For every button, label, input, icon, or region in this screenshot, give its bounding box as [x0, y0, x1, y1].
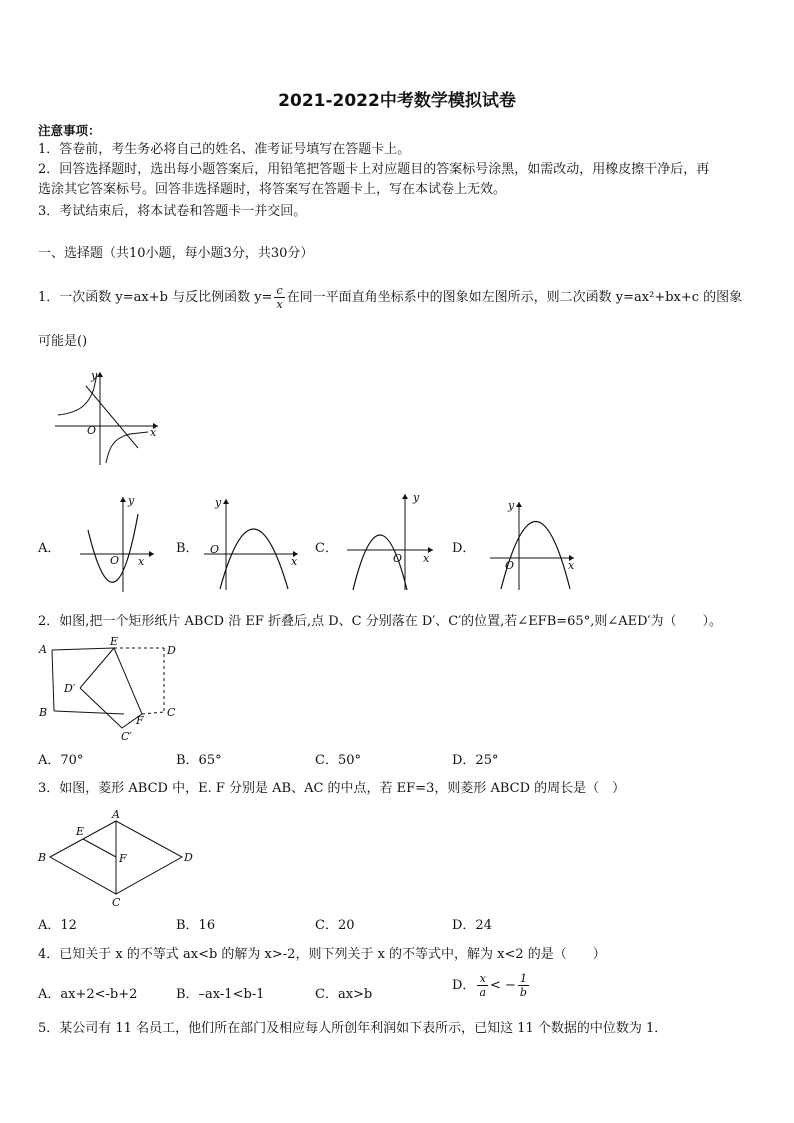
edge-ed-prime — [80, 648, 114, 688]
q1-frac-num: c — [274, 284, 284, 298]
label-x: x — [138, 555, 145, 568]
q4-d-lhs-den: a — [479, 986, 486, 999]
q4-option-c[interactable]: C．ax>b — [315, 987, 373, 1002]
q4-option-d[interactable] — [452, 972, 531, 999]
label-y: y — [128, 494, 135, 507]
q1-option-c-label[interactable]: C． — [315, 541, 338, 556]
label-origin: O — [87, 424, 97, 437]
q1-option-d-label[interactable]: D． — [452, 541, 476, 556]
label-e: E — [76, 825, 85, 838]
segment-ef — [83, 839, 116, 857]
label-c: C — [167, 706, 176, 719]
label-c: C — [112, 896, 121, 908]
notes-heading: 注意事项： — [38, 123, 101, 138]
q1-text-before: 1．一次函数 y=ax+b 与反比例函数 y= — [38, 290, 273, 305]
label-b: B — [38, 851, 47, 864]
q4-d-rhs-num: 1 — [518, 972, 529, 986]
edge-ab — [52, 650, 54, 711]
q4-d-rhs-fraction — [518, 972, 529, 999]
label-y: y — [413, 491, 420, 504]
edge-bf — [54, 711, 124, 714]
q1-frac-den: x — [276, 298, 283, 311]
q2-fold-figure — [34, 636, 186, 744]
notes-item-3: 3．考试结束后，将本试卷和答题卡一并交回。 — [38, 204, 307, 219]
x-axis-arrow-icon — [149, 551, 154, 557]
q4-d-lhs-fraction — [477, 972, 488, 999]
parabola — [220, 529, 288, 589]
question-4-text: 4．已知关于 x 的不等式 ax<b 的解为 x>-2，则下列关于 x 的不等式中，解为 x<2 的是（ ） — [38, 947, 606, 962]
y-axis-arrow-icon — [97, 372, 103, 377]
q1-option-b-graph — [202, 494, 302, 592]
q1-option-b-label[interactable]: B． — [176, 541, 199, 556]
label-y: y — [215, 496, 222, 509]
q3-option-c[interactable]: C．20 — [315, 918, 355, 933]
y-axis-arrow-icon — [402, 494, 408, 499]
label-d: D — [167, 644, 176, 657]
question-2-text: 2．如图,把一个矩形纸片 ABCD 沿 EF 折叠后,点 D、C 分别落在 D′、C′的位置,若∠EFB=65°,则∠AED′为（ ）。 — [38, 614, 722, 629]
q3-option-a[interactable]: A．12 — [38, 918, 77, 933]
q1-option-c-graph — [345, 490, 437, 592]
label-y: y — [508, 499, 515, 512]
q3-option-d[interactable]: D．24 — [452, 918, 492, 933]
edge-ae — [52, 648, 114, 650]
label-d: D — [184, 851, 193, 864]
q1-option-a-graph — [78, 492, 158, 594]
q1-reference-graph — [50, 368, 165, 468]
label-origin: O — [393, 552, 403, 565]
question-5-text: 5．某公司有 11 名员工，他们所在部门及相应每人所创年利润如下表所示，已知这 11 个数据的中位数为 1． — [38, 1021, 668, 1036]
notes-item-1: 1．答卷前，考生务必将自己的姓名、准考证号填写在答题卡上。 — [38, 142, 411, 157]
question-1-line2: 可能是() — [38, 334, 88, 349]
q4-option-d-label: D． — [452, 978, 476, 993]
label-b: B — [39, 706, 48, 719]
q4-d-lhs-num: x — [477, 972, 488, 986]
y-axis-arrow-icon — [120, 497, 126, 502]
label-x: x — [423, 552, 430, 565]
q3-option-b[interactable]: B．16 — [176, 918, 216, 933]
label-origin: O — [210, 543, 220, 556]
q1-option-d-graph — [488, 494, 578, 592]
edge-dprime-cprime — [80, 688, 122, 728]
edge-fc-dashed — [142, 712, 164, 714]
page-title: 2021-2022中考数学模拟试卷 — [278, 91, 516, 111]
fold-line-ef — [114, 648, 142, 714]
parabola — [88, 514, 138, 582]
y-axis-arrow-icon — [223, 499, 229, 504]
hyperbola-right-branch — [106, 432, 148, 463]
q4-d-mid: < − — [490, 978, 516, 993]
question-1-text — [38, 284, 742, 311]
notes-item-2a: 2．回答选择题时，选出每小题答案后，用铅笔把答题卡上对应题目的答案标号涂黑，如需改动，用橡皮擦干净后，再 — [38, 162, 710, 177]
y-axis-arrow-icon — [516, 502, 522, 507]
label-a: A — [112, 808, 120, 821]
q1-text-after: 在同一平面直角坐标系中的图象如左图所示，则二次函数 y=ax²+bx+c 的图象 — [286, 290, 743, 305]
q2-option-a[interactable]: A．70° — [38, 753, 84, 768]
q1-option-a-label[interactable]: A． — [38, 541, 61, 556]
label-f: F — [119, 852, 127, 865]
label-origin: O — [110, 554, 120, 567]
q4-option-a[interactable]: A．ax+2<-b+2 — [38, 987, 138, 1002]
linear-function-line — [86, 386, 138, 448]
q1-fraction — [274, 284, 284, 311]
q3-rhombus-figure — [34, 808, 204, 908]
label-x: x — [568, 559, 575, 572]
label-y: y — [91, 369, 98, 382]
parabola — [501, 522, 570, 590]
q4-d-rhs-den: b — [519, 986, 527, 999]
label-a: A — [39, 643, 47, 656]
label-x: x — [291, 555, 298, 568]
question-3-text: 3．如图，菱形 ABCD 中，E. F 分别是 AB、AC 的中点，若 EF=3，则菱形 ABCD 的周长是（ ） — [38, 781, 626, 796]
q2-option-d[interactable]: D．25° — [452, 753, 499, 768]
label-f: F — [136, 714, 144, 727]
label-e: E — [110, 636, 119, 648]
label-x: x — [150, 426, 157, 439]
label-origin: O — [505, 559, 515, 572]
q4-option-b[interactable]: B．–ax-1<b-1 — [176, 987, 265, 1002]
q2-option-b[interactable]: B．65° — [176, 753, 222, 768]
section-heading: 一、选择题（共10小题，每小题3分，共30分） — [38, 246, 314, 261]
notes-item-2b: 选涂其它答案标号。回答非选择题时，将答案写在答题卡上，写在本试卷上无效。 — [38, 182, 507, 197]
label-d-prime: D′ — [64, 682, 76, 695]
label-c-prime: C′ — [121, 730, 132, 743]
q2-option-c[interactable]: C．50° — [315, 753, 361, 768]
